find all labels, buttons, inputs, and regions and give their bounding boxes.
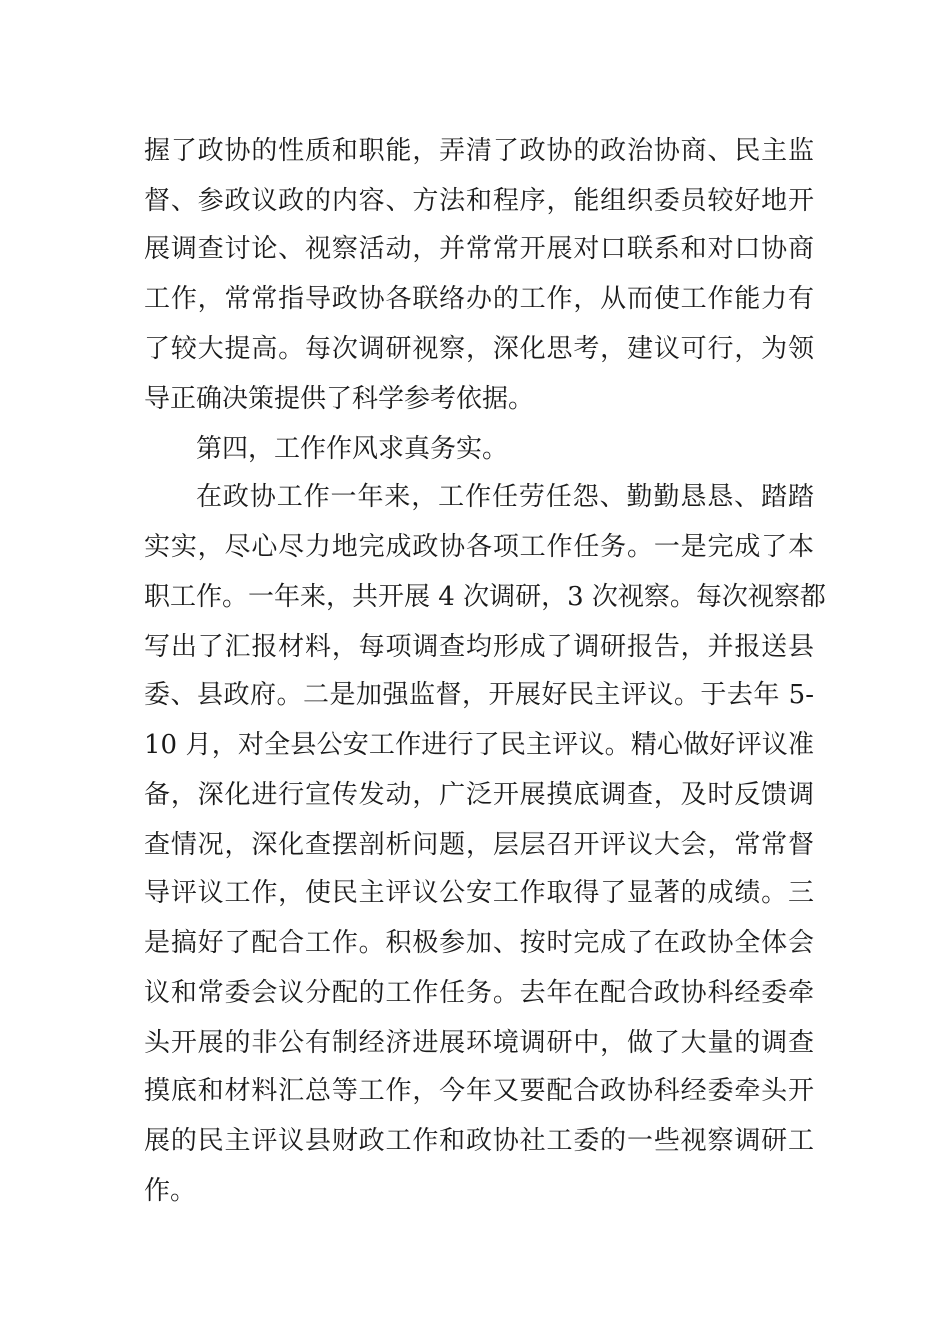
body-text-line: 是搞好了配合工作。积极参加、按时完成了在政协全体会	[144, 928, 814, 958]
body-text-line: 摸底和材料汇总等工作，今年又要配合政协科经委牵头开	[144, 1076, 814, 1106]
body-text-line: 实实，尽心尽力地完成政协各项工作任务。一是完成了本	[144, 532, 814, 562]
body-text-line: 查情况，深化查摆剖析问题，层层召开评议大会，常常督	[144, 830, 814, 860]
body-text-line: 作。	[144, 1176, 197, 1206]
body-text-line: 在政协工作一年来，工作任劳任怨、勤勤恳恳、踏踏	[196, 482, 814, 512]
body-text-line: 展调查讨论、视察活动，并常常开展对口联系和对口协商	[144, 234, 814, 264]
body-text-line: 导评议工作，使民主评议公安工作取得了显著的成绩。三	[144, 878, 814, 908]
body-text-line: 议和常委会议分配的工作任务。去年在配合政协科经委牵	[144, 978, 814, 1008]
body-text-line: 委、县政府。二是加强监督，开展好民主评议。于去年 5-	[144, 680, 814, 710]
body-text-line: 备，深化进行宣传发动，广泛开展摸底调查，及时反馈调	[144, 780, 814, 810]
body-text-line: 写出了汇报材料，每项调查均形成了调研报告，并报送县	[144, 632, 814, 662]
body-text-line: 10 月，对全县公安工作进行了民主评议。精心做好评议准	[144, 730, 814, 760]
body-text-line: 工作，常常指导政协各联络办的工作，从而使工作能力有	[144, 284, 814, 314]
body-text-line: 握了政协的性质和职能，弄清了政协的政治协商、民主监	[144, 136, 814, 166]
section-heading: 第四，工作作风求真务实。	[196, 434, 509, 464]
body-text-line: 展的民主评议县财政工作和政协社工委的一些视察调研工	[144, 1126, 814, 1156]
body-text-line: 导正确决策提供了科学参考依据。	[144, 384, 535, 414]
body-text-line: 了较大提高。每次调研视察，深化思考，建议可行，为领	[144, 334, 814, 364]
body-text-line: 职工作。一年来，共开展 4 次调研，3 次视察。每次视察都	[144, 582, 826, 612]
body-text-line: 督、参政议政的内容、方法和程序，能组织委员较好地开	[144, 186, 814, 216]
body-text-line: 头开展的非公有制经济进展环境调研中，做了大量的调查	[144, 1028, 814, 1058]
